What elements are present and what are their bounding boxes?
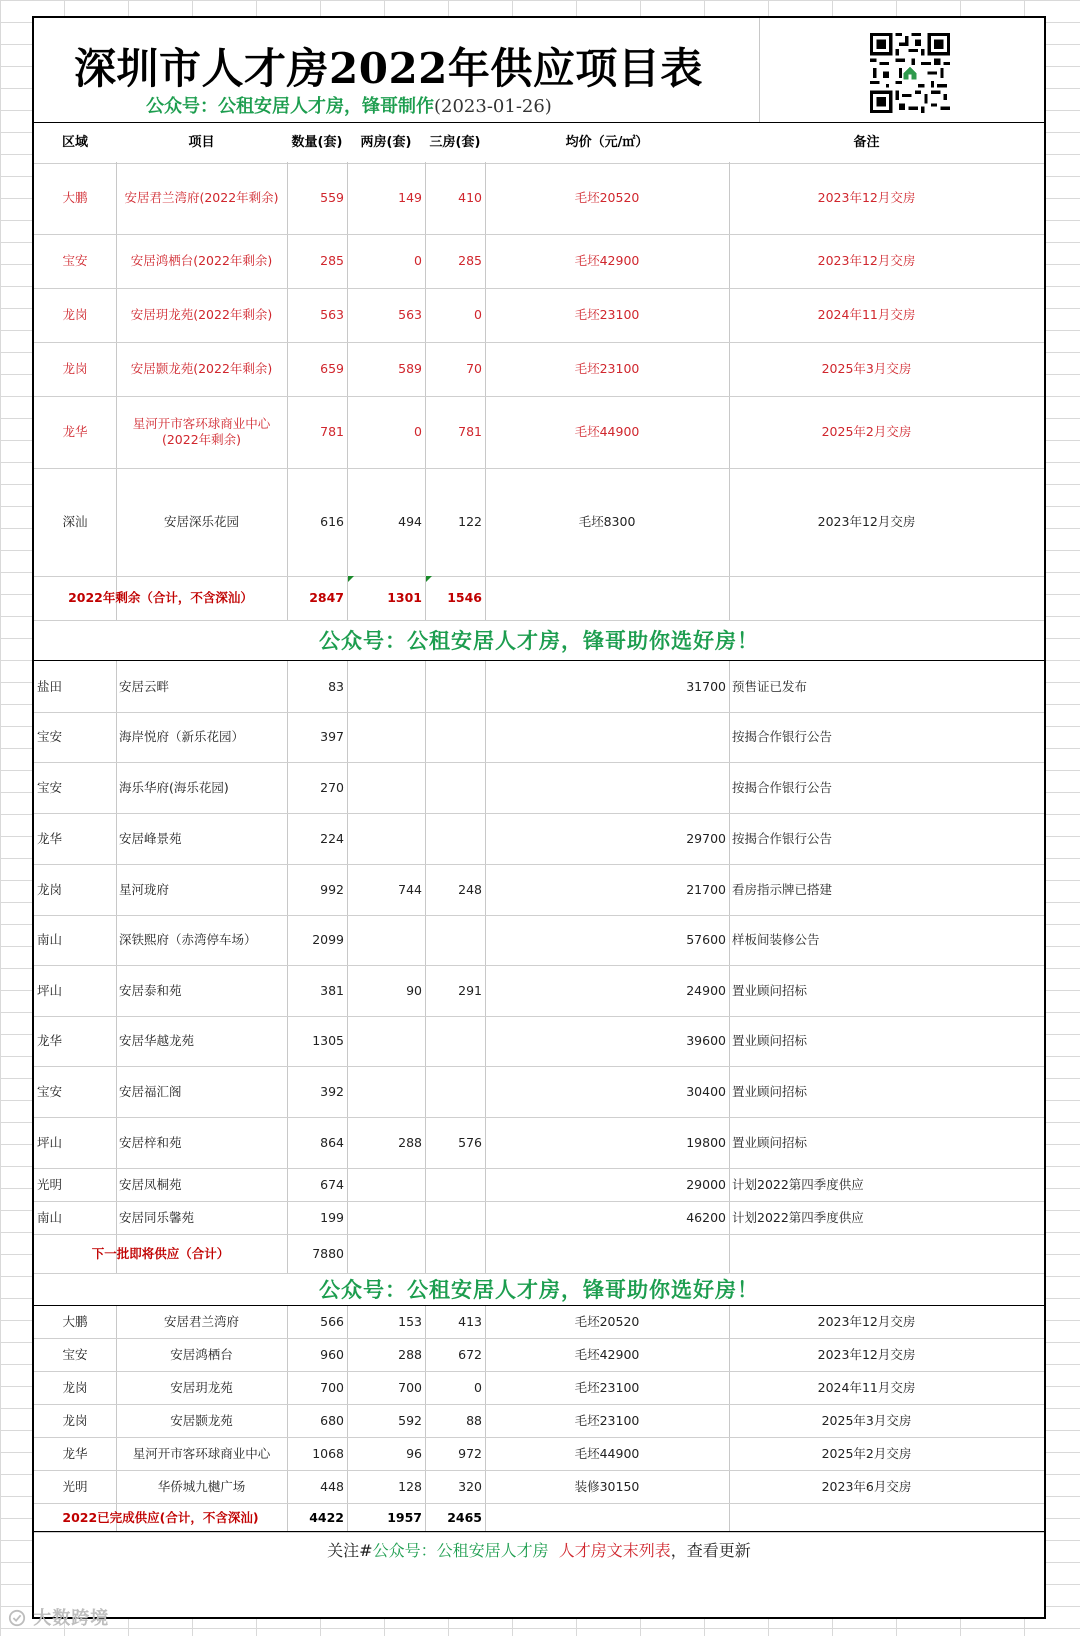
table-row [34, 342, 1044, 397]
two-cell: 90 [406, 982, 422, 998]
district-cell: 坪山 [37, 982, 63, 998]
three-cell [425, 915, 485, 965]
two-cell [347, 1016, 425, 1066]
project-cell: 星河珑府 [119, 881, 170, 897]
qty-cell: 864 [320, 1134, 344, 1150]
district-cell: 深汕 [62, 514, 88, 530]
two-cell [347, 1066, 425, 1117]
project-cell: 深铁熙府（赤湾停车场） [119, 932, 257, 948]
table-row [34, 288, 1044, 343]
total-three: 1546 [447, 590, 482, 606]
subtitle [146, 92, 552, 118]
total-two: 1301 [387, 590, 422, 606]
note-cell: 2025年2月交房 [821, 1445, 912, 1461]
table-row [34, 162, 1044, 235]
three-cell: 781 [458, 424, 482, 440]
price-cell: 19800 [686, 1134, 726, 1150]
qr-code-icon [870, 33, 950, 113]
three-cell: 672 [458, 1346, 482, 1362]
qty-cell: 224 [320, 830, 344, 846]
note-cell: 2023年6月交房 [821, 1478, 912, 1494]
qty-cell: 285 [320, 253, 344, 269]
header-note: 备注 [853, 134, 880, 150]
qty-cell: 392 [320, 1083, 344, 1099]
total-row-upcoming [34, 1234, 1044, 1274]
table-row [34, 965, 1044, 1017]
note-cell: 2024年11月交房 [817, 307, 916, 323]
note-cell: 2025年2月交房 [821, 424, 912, 440]
project-cell: 安居云畔 [119, 678, 170, 694]
project-cell: 安居泰和苑 [119, 982, 182, 998]
table-row [34, 1066, 1044, 1118]
promo-banner: 公众号：公租安居人才房，锋哥助你选好房！ [319, 628, 759, 653]
note-cell: 计划2022第四季度供应 [732, 1176, 864, 1192]
qty-cell: 992 [320, 881, 344, 897]
price-cell: 毛坯42900 [574, 1346, 640, 1362]
price-cell: 29000 [686, 1176, 726, 1192]
two-cell [347, 762, 425, 813]
promo-banner: 公众号：公租安居人才房，锋哥助你选好房！ [319, 1276, 759, 1302]
total-row-completed [34, 1503, 1044, 1533]
header-two: 两房(套) [360, 134, 412, 150]
two-cell: 0 [414, 253, 422, 269]
district-cell: 坪山 [37, 1134, 63, 1150]
project-cell: 安居福汇阁 [119, 1083, 182, 1099]
title-band [34, 18, 1044, 122]
qty-cell: 270 [320, 779, 344, 795]
footer-prefix: 关注# [327, 1540, 373, 1560]
price-cell: 30400 [686, 1083, 726, 1099]
district-cell: 南山 [37, 932, 63, 948]
project-cell: 安居君兰湾府(2022年剩余) [124, 190, 279, 206]
qty-cell: 680 [320, 1412, 344, 1428]
three-cell: 248 [458, 881, 482, 897]
project-cell: 安居颢龙苑 [170, 1412, 233, 1428]
price-cell: 31700 [686, 678, 726, 694]
table-row [34, 762, 1044, 814]
table-row [34, 234, 1044, 289]
two-cell: 288 [398, 1346, 422, 1362]
three-cell: 320 [458, 1478, 482, 1494]
page-title: 深圳市人才房2022年供应项目表 [74, 44, 703, 93]
total-row-2022-remaining [34, 576, 1044, 621]
note-cell: 置业顾问招标 [732, 1033, 808, 1049]
three-cell: 413 [458, 1314, 482, 1330]
footer-suffix: ，查看更新 [670, 1540, 751, 1560]
qty-cell: 674 [320, 1176, 344, 1192]
table-row [34, 712, 1044, 763]
two-cell: 0 [414, 424, 422, 440]
price-cell: 毛坯44900 [574, 1445, 640, 1461]
table-row [34, 1306, 1044, 1339]
two-cell: 128 [398, 1478, 422, 1494]
table-row [34, 1404, 1044, 1438]
two-cell: 149 [398, 190, 422, 206]
price-cell: 21700 [686, 881, 726, 897]
three-cell: 122 [458, 514, 482, 530]
subtitle-text: 公众号：公租安居人才房，锋哥制作 [146, 96, 434, 117]
price-cell: 46200 [686, 1209, 726, 1225]
note-cell: 按揭合作银行公告 [732, 779, 833, 795]
district-cell: 龙岗 [62, 361, 88, 377]
total-label: 下一批即将供应（合计） [91, 1245, 230, 1261]
watermark-logo-icon [8, 1609, 26, 1627]
watermark [8, 1604, 109, 1630]
district-cell: 大鹏 [62, 1314, 88, 1330]
note-cell: 2024年11月交房 [817, 1379, 916, 1395]
total-three: 2465 [447, 1509, 482, 1525]
watermark-text: 大数跨境 [33, 1608, 110, 1629]
table-row [34, 661, 1044, 713]
district-cell: 龙华 [37, 1033, 63, 1049]
qty-cell: 381 [320, 982, 344, 998]
price-cell: 毛坯8300 [578, 514, 636, 530]
note-cell: 看房指示牌已搭建 [732, 881, 833, 897]
note-cell: 置业顾问招标 [732, 982, 808, 998]
qty-cell: 566 [320, 1314, 344, 1330]
project-cell: 华侨城九樾广场 [157, 1478, 246, 1494]
price-cell [485, 762, 729, 813]
district-cell: 龙岗 [62, 1379, 88, 1395]
three-cell: 0 [474, 307, 482, 323]
two-cell [347, 813, 425, 864]
district-cell: 龙华 [62, 1445, 88, 1461]
header-district: 区域 [61, 134, 88, 150]
project-cell: 安居君兰湾府 [163, 1314, 239, 1330]
price-cell: 毛坯44900 [574, 424, 640, 440]
header-qty: 数量(套) [291, 134, 343, 150]
note-cell: 按揭合作银行公告 [732, 729, 833, 745]
note-cell: 计划2022第四季度供应 [732, 1209, 864, 1225]
note-cell: 2023年12月交房 [817, 514, 916, 530]
price-cell: 毛坯20520 [574, 190, 640, 206]
two-cell: 744 [398, 881, 422, 897]
qty-cell: 559 [320, 190, 344, 206]
note-cell: 置业顾问招标 [732, 1083, 808, 1099]
project-cell: 星河开市客环球商业中心(2022年剩余) [132, 416, 271, 447]
district-cell: 宝安 [62, 253, 88, 269]
qty-cell: 659 [320, 361, 344, 377]
district-cell: 宝安 [62, 1346, 88, 1362]
note-cell: 2025年3月交房 [821, 361, 912, 377]
three-cell [425, 661, 485, 712]
header-row [34, 122, 1044, 164]
price-cell: 装修30150 [574, 1478, 640, 1494]
total-label: 2022年剩余（合计，不含深汕） [68, 590, 253, 606]
project-cell: 星河开市客环球商业中心 [132, 1445, 271, 1461]
price-cell [485, 712, 729, 762]
price-cell: 毛坯23100 [574, 1412, 640, 1428]
qty-cell: 563 [320, 307, 344, 323]
qty-cell: 2099 [312, 932, 344, 948]
three-cell [425, 1016, 485, 1066]
section-completed-supply [34, 1305, 1044, 1532]
price-cell: 24900 [686, 982, 726, 998]
table-row [34, 915, 1044, 966]
district-cell: 龙华 [37, 830, 63, 846]
table-row [34, 1016, 1044, 1067]
subtitle-date: (2023-01-26) [434, 96, 552, 117]
project-cell: 安居梓和苑 [119, 1134, 182, 1150]
table-row [34, 864, 1044, 916]
total-label: 2022已完成供应(合计，不含深汕) [62, 1509, 259, 1525]
three-cell [425, 762, 485, 813]
district-cell: 光明 [37, 1176, 63, 1192]
note-cell: 预售证已发布 [732, 678, 808, 694]
header-three: 三房(套) [429, 134, 481, 150]
three-cell: 285 [458, 253, 482, 269]
title-divider [759, 18, 760, 122]
table-row [34, 813, 1044, 865]
qty-cell: 616 [320, 514, 344, 530]
footer-list: 人才房文末列表 [548, 1540, 671, 1560]
footer-account: 公众号：公租安居人才房 [372, 1540, 549, 1560]
footer-note [34, 1531, 1044, 1566]
project-cell: 安居华越龙苑 [119, 1033, 195, 1049]
note-cell: 2023年12月交房 [817, 190, 916, 206]
spreadsheet [32, 16, 1046, 1619]
three-cell: 576 [458, 1134, 482, 1150]
qty-cell: 199 [320, 1209, 344, 1225]
header-project: 项目 [188, 134, 215, 150]
three-cell: 70 [466, 361, 482, 377]
table-row [34, 1371, 1044, 1405]
header-price: 均价（元/㎡） [565, 134, 649, 150]
qty-cell: 781 [320, 424, 344, 440]
table-row [34, 1338, 1044, 1372]
table-row [34, 1168, 1044, 1202]
district-cell: 龙岗 [62, 1412, 88, 1428]
project-cell: 安居鸿栖台 [170, 1346, 233, 1362]
project-cell: 海岸悦府（新乐花园） [119, 729, 245, 745]
qty-cell: 960 [320, 1346, 344, 1362]
three-cell [425, 813, 485, 864]
qty-cell: 1068 [312, 1445, 344, 1461]
qty-cell: 397 [320, 729, 344, 745]
price-cell: 39600 [686, 1033, 726, 1049]
district-cell: 大鹏 [62, 190, 88, 206]
three-cell [425, 1201, 485, 1234]
note-cell: 样板间装修公告 [732, 932, 820, 948]
table-row [34, 396, 1044, 469]
three-cell: 291 [458, 982, 482, 998]
price-cell: 57600 [686, 932, 726, 948]
price-cell: 毛坯20520 [574, 1314, 640, 1330]
project-cell: 安居玥龙苑 [170, 1379, 233, 1395]
price-cell: 毛坯23100 [574, 1379, 640, 1395]
two-cell: 700 [398, 1379, 422, 1395]
price-cell: 毛坯23100 [574, 361, 640, 377]
table-row [34, 1470, 1044, 1504]
table-row [34, 1201, 1044, 1235]
project-cell: 安居深乐花园 [163, 514, 239, 530]
district-cell: 龙岗 [62, 307, 88, 323]
total-qty: 4422 [309, 1509, 344, 1525]
district-cell: 龙华 [62, 424, 88, 440]
district-cell: 南山 [37, 1209, 63, 1225]
project-cell: 海乐华府(海乐花园) [119, 779, 229, 795]
project-cell: 安居峰景苑 [119, 830, 182, 846]
note-cell: 2023年12月交房 [817, 253, 916, 269]
district-cell: 宝安 [37, 779, 63, 795]
project-cell: 安居凤桐苑 [119, 1176, 182, 1192]
two-cell [347, 1201, 425, 1234]
district-cell: 龙岗 [37, 881, 63, 897]
two-cell: 589 [398, 361, 422, 377]
project-cell: 安居鸿栖台(2022年剩余) [130, 253, 273, 269]
two-cell: 288 [398, 1134, 422, 1150]
three-cell: 972 [458, 1445, 482, 1461]
district-cell: 盐田 [37, 678, 63, 694]
two-cell: 592 [398, 1412, 422, 1428]
note-cell: 置业顾问招标 [732, 1134, 808, 1150]
section-upcoming-supply [34, 660, 1044, 1273]
note-cell: 2023年12月交房 [817, 1346, 916, 1362]
qty-cell: 1305 [312, 1033, 344, 1049]
section-2022-remaining [34, 162, 1044, 620]
three-cell [425, 712, 485, 762]
project-cell: 安居颢龙苑(2022年剩余) [130, 361, 273, 377]
two-cell: 153 [398, 1314, 422, 1330]
note-cell: 2023年12月交房 [817, 1314, 916, 1330]
two-cell: 563 [398, 307, 422, 323]
two-cell: 494 [398, 514, 422, 530]
project-cell: 安居玥龙苑(2022年剩余) [130, 307, 273, 323]
price-cell: 毛坯23100 [574, 307, 640, 323]
total-qty: 7880 [312, 1245, 344, 1261]
two-cell [347, 1168, 425, 1201]
note-cell: 按揭合作银行公告 [732, 830, 833, 846]
qty-cell: 700 [320, 1379, 344, 1395]
table-row [34, 1117, 1044, 1169]
district-cell: 光明 [62, 1478, 88, 1494]
three-cell: 0 [474, 1379, 482, 1395]
two-cell [347, 712, 425, 762]
two-cell [347, 661, 425, 712]
three-cell [425, 1168, 485, 1201]
two-cell [347, 915, 425, 965]
table-row [34, 468, 1044, 577]
two-cell: 96 [406, 1445, 422, 1461]
note-cell: 2025年3月交房 [821, 1412, 912, 1428]
three-cell: 88 [466, 1412, 482, 1428]
three-cell: 410 [458, 190, 482, 206]
price-cell: 毛坯42900 [574, 253, 640, 269]
district-cell: 宝安 [37, 729, 63, 745]
qty-cell: 448 [320, 1478, 344, 1494]
total-qty: 2847 [309, 590, 344, 606]
district-cell: 宝安 [37, 1083, 63, 1099]
total-two: 1957 [387, 1509, 422, 1525]
qty-cell: 83 [328, 678, 344, 694]
price-cell: 29700 [686, 830, 726, 846]
project-cell: 安居同乐馨苑 [119, 1209, 195, 1225]
table-row [34, 1437, 1044, 1471]
three-cell [425, 1066, 485, 1117]
